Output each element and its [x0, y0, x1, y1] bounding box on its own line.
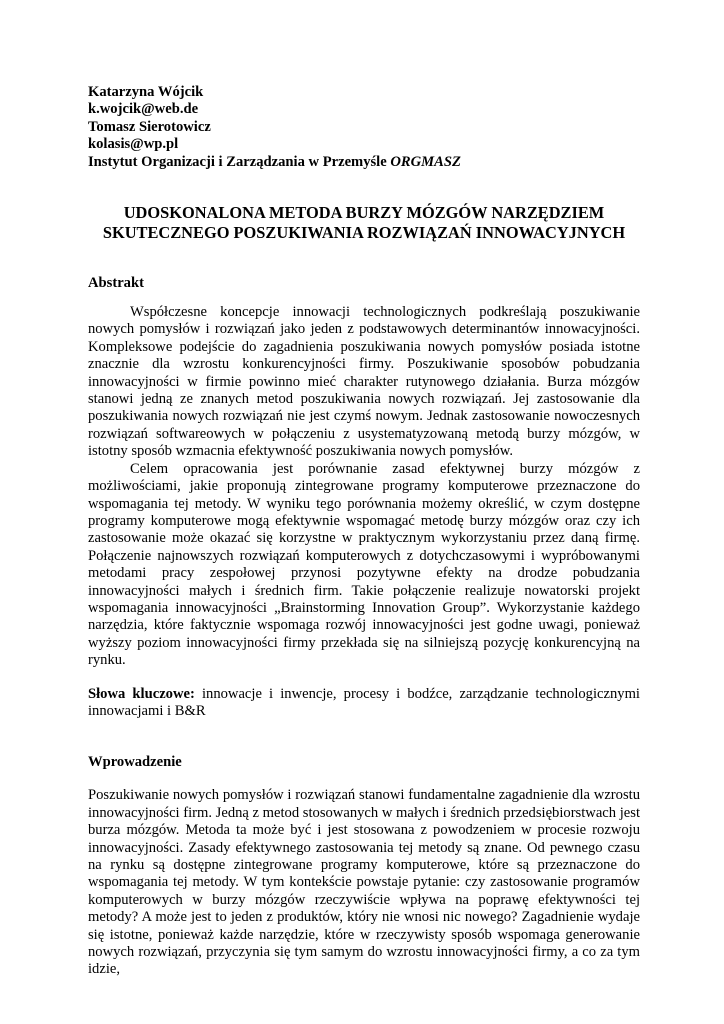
paper-title-line-1: UDOSKONALONA METODA BURZY MÓZGÓW NARZĘDZIEM — [123, 203, 605, 223]
author-name-1: Katarzyna Wójcik — [88, 84, 204, 100]
affiliation-institute: Instytut Organizacji i Zarządzania w Przemyśle — [88, 153, 387, 170]
abstract-paragraph-1: Współczesne koncepcje innowacji technologicznych podkreślają poszukiwanie nowych pomysłów i rozwiązań jako jeden z podstawowych determinantów innowacyjności. Kompleksowe podejście do zagadnienia poszukiwania nowych pomysłów posiada istotne znacznie dla wzrostu konkurencyjności firmy. Poszukiwanie sposobów pobudzania innowacyjności w firmie powinno mieć charakter rutynowego działania. Burza mózgów stanowi jedną ze znanych metod poszukiwania nowych rozwiązań. Jej zastosowanie dla poszukiwania nowych rozwiązań nie jest czymś nowym. Jednak zastosowanie nowoczesnych rozwiązań softwareowych w połączeniu z usystematyzowaną metodą burzy mózgów, w istotny sposób wzmacnia efektywność poszukiwania nowych pomysłów. — [88, 304, 640, 460]
author-block — [88, 84, 640, 171]
paper-title-line-2: SKUTECZNEGO POSZUKIWANIA ROZWIĄZAŃ INNOWACYJNYCH — [102, 223, 626, 243]
author-affiliation — [88, 154, 640, 171]
author-email-2: kolasis@wp.pl — [88, 136, 179, 153]
author-name-2: Tomasz Sierotowicz — [88, 118, 211, 135]
introduction-heading: Wprowadzenie — [88, 754, 182, 771]
abstract-paragraph-2: Celem opracowania jest porównanie zasad efektywnej burzy mózgów z możliwościami, jakie proponują zintegrowane programy komputerowe przeznaczone do wspomagania tej metody. W wyniku tego porównania możemy określić, w czym dostępne programy komputerowe mogą efektywnie wspomagać metodę burzy mózgów oraz czy ich zastosowanie może okazać się korzystne w praktycznym wykorzystaniu przez daną firmę. Połączenie najnowszych rozwiązań komputerowych z dotychczasowymi i wypróbowanymi metodami pracy zespołowej przynosi pozytywne efekty na drodze pobudzania innowacyjności małych i średnich firm. Takie połączenie realizuje nowatorski projekt wspomagania innowacyjności „Brainstorming Innovation Group”. Wykorzystanie każdego narzędzia, które faktycznie wspomaga rozwój innowacyjności jest godne uwagi, ponieważ wyższy poziom innowacyjności firmy przekłada się na silniejszą pozycję konkurencyjną na rynku. — [88, 460, 640, 669]
abstract-heading: Abstrakt — [88, 275, 144, 292]
introduction-paragraph-1: Poszukiwanie nowych pomysłów i rozwiązań stanowi fundamentalne zagadnienie dla wzrostu innowacyjności firm. Jedną z metod stosowanych w małych i średnich przedsiębiorstwach jest burza mózgów. Metoda ta może być i jest stosowana z powodzeniem w procesie rozwoju innowacyjności. Zasady efektywnego zastosowania tej metody są znane. Od pewnego czasu na rynku są dostępne zintegrowane programy komputerowe, które są przeznaczone do wspomagania tej metody. W tym kontekście powstaje pytanie: czy zastosowanie programów komputerowych w burzy mózgów rzeczywiście wpływa na poprawę efektywności tej metody? A może jest to jeden z produktów, który nie wnosi nic nowego? Zagadnienie wydaje się istotne, ponieważ każde narzędzie, które w rzeczywisty sposób wspomaga generowanie nowych rozwiązań, przyczynia się tym samym do wzrostu innowacyjności firmy, a co za tym idzie, — [88, 787, 640, 978]
paper-title — [88, 203, 640, 243]
author-email-1: k.wojcik@web.de — [88, 101, 199, 118]
keywords — [88, 686, 640, 721]
keywords-text: innowacje i inwencje, procesy i bodźce, zarządzanie technologicznymi innowacjami i B&R — [88, 685, 640, 719]
paper-page — [88, 84, 640, 979]
affiliation-brand: ORGMASZ — [390, 153, 461, 170]
keywords-label: Słowa kluczowe: — [88, 685, 195, 702]
